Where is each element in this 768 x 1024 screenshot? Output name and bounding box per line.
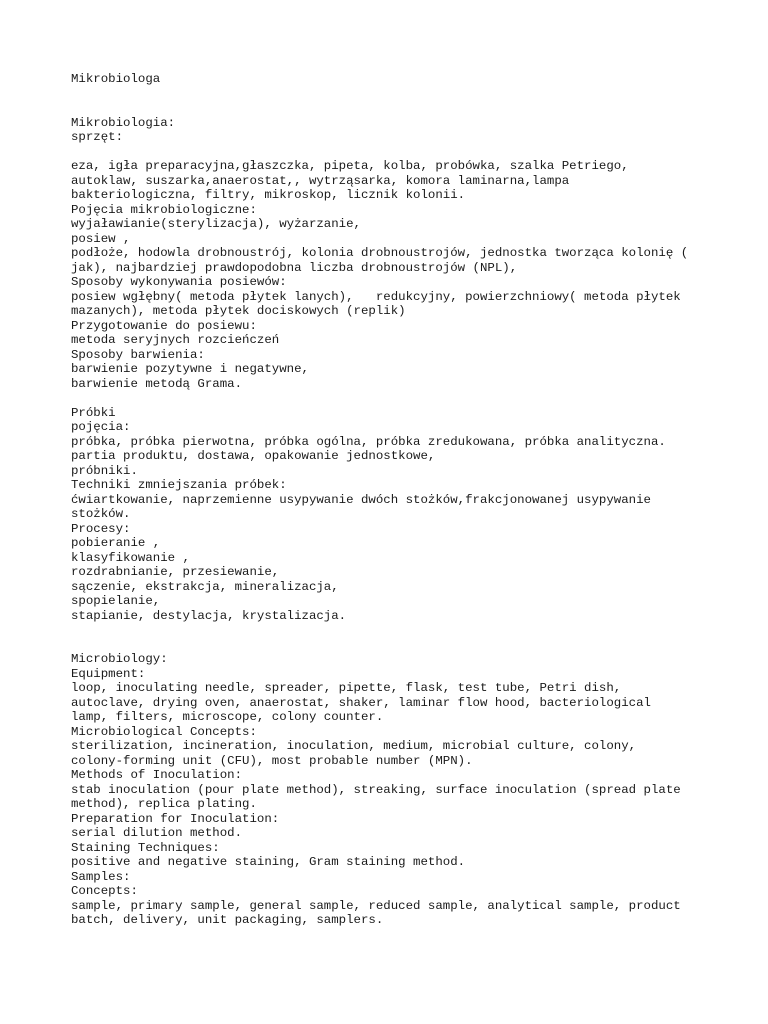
text-line: stożków. — [71, 507, 131, 521]
text-line: sączenie, ekstrakcja, mineralizacja, — [71, 579, 339, 594]
text-line: próbka, próbka pierwotna, próbka ogólna, próbka zredukowana, próbka analityczna. — [71, 434, 666, 449]
equipment-label-en: Equipment: — [71, 666, 146, 681]
text-line: method), replica plating. — [71, 797, 257, 811]
text-line: stab inoculation (pour plate method), streaking, surface inoculation (spread plate — [71, 782, 681, 797]
staining-label-en: Staining Techniques: — [71, 840, 220, 855]
samples-label-en: Samples: — [71, 869, 131, 884]
text-line: lamp, filters, microscope, colony counter. — [71, 710, 384, 724]
equipment-label-pl: sprzęt: — [71, 130, 124, 144]
text-line: autoklaw, suszarka,anaerostat,, wytrząsarka, komora laminarna,lampa — [71, 173, 570, 188]
prep-label-pl: Przygotowanie do posiewu: — [71, 318, 257, 333]
text-line: barwienie pozytywne i negatywne, — [71, 362, 309, 376]
text-line: loop, inoculating needle, spreader, pipette, flask, test tube, Petri dish, — [71, 681, 622, 695]
document-title: Mikrobiologa — [71, 72, 161, 86]
text-line: serial dilution method. — [71, 826, 243, 840]
methods-label-en: Methods of Inoculation: — [71, 768, 243, 782]
text-line: sample, primary sample, general sample, reduced sample, analytical sample, product — [71, 898, 681, 913]
text-line: próbniki. — [71, 463, 138, 478]
text-line: batch, delivery, unit packaging, samplers. — [71, 913, 384, 927]
text-line: ćwiartkowanie, naprzemienne usypywanie dwóch stożków,frakcjonowanej usypywanie — [71, 492, 651, 507]
text-line: wyjaławianie(sterylizacja), wyżarzanie, — [71, 217, 361, 231]
text-line: posiew , — [71, 231, 131, 246]
text-line: klasyfikowanie , — [71, 550, 190, 565]
text-line: partia produktu, dostawa, opakowanie jednostkowe, — [71, 449, 436, 463]
text-line: bakteriologiczna, filtry, mikroskop, licznik kolonii. — [71, 188, 466, 202]
text-line: spopielanie, — [71, 594, 161, 608]
concepts-label-en: Microbiological Concepts: — [71, 724, 257, 739]
section-heading-probki: Próbki — [71, 405, 116, 420]
text-line: podłoże, hodowla drobnoustrój, kolonia drobnoustrojów, jednostka tworząca kolonię ( — [71, 246, 689, 260]
prep-label-en: Preparation for Inoculation: — [71, 811, 280, 826]
text-line: sterilization, incineration, inoculation, medium, microbial culture, colony, — [71, 739, 637, 753]
document-body — [71, 72, 731, 928]
text-line: rozdrabnianie, przesiewanie, — [71, 565, 280, 579]
text-line: stapianie, destylacja, krystalizacja. — [71, 608, 347, 623]
text-line: autoclave, drying oven, anaerostat, shaker, laminar flow hood, bacteriological — [71, 695, 651, 710]
text-line: mazanych), metoda płytek dociskowych (replik) — [71, 304, 406, 318]
samples-concepts-label-en: Concepts: — [71, 884, 138, 898]
staining-label-pl: Sposoby barwienia: — [71, 347, 205, 362]
text-line: posiew wgłębny( metoda płytek lanych), redukcyjny, powierzchniowy( metoda płytek — [71, 289, 681, 304]
samples-concepts-label-pl: pojęcia: — [71, 420, 131, 434]
text-line: eza, igła preparacyjna,głaszczka, pipeta, kolba, probówka, szalka Petriego, — [71, 159, 629, 173]
text-line: jak), najbardziej prawdopodobna liczba drobnoustrojów (NPL), — [71, 260, 518, 275]
section-heading-mikrobiologia: Mikrobiologia: — [71, 115, 176, 130]
concepts-label-pl: Pojęcia mikrobiologiczne: — [71, 202, 257, 217]
text-line: barwienie metodą Grama. — [71, 376, 243, 391]
text-line: metoda seryjnych rozcieńczeń — [71, 333, 280, 347]
section-heading-microbiology: Microbiology: — [71, 652, 168, 666]
text-line: positive and negative staining, Gram staining method. — [71, 855, 466, 869]
text-line: pobieranie , — [71, 536, 161, 550]
processes-label-pl: Procesy: — [71, 521, 131, 536]
text-line: colony-forming unit (CFU), most probable number (MPN). — [71, 753, 473, 768]
methods-label-pl: Sposoby wykonywania posiewów: — [71, 275, 287, 289]
reduction-label-pl: Techniki zmniejszania próbek: — [71, 478, 287, 492]
